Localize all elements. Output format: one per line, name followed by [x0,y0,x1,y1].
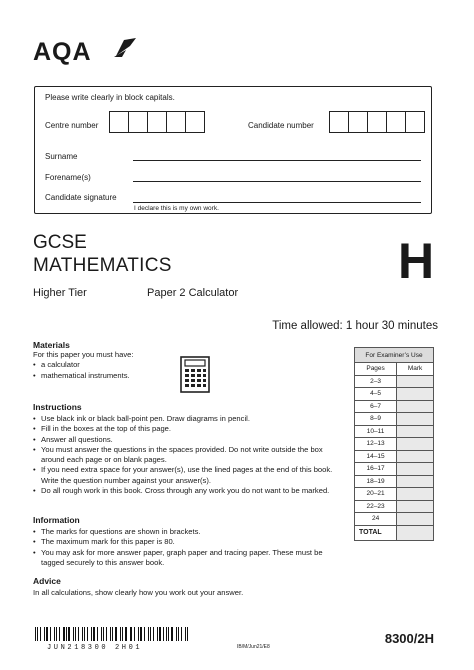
examiner-pages-cell: 22–23 [355,500,397,513]
surname-field[interactable] [133,160,421,161]
calculator-icon [180,356,210,393]
materials-intro: For this paper you must have: [33,350,134,359]
advice-heading: Advice [33,576,61,586]
instruction-item: • Use black ink or black ball-point pen. Draw diagrams in pencil. [33,414,333,424]
instruction-item: • If you need extra space for your answer(s), use the lined pages at the end of this book. Write the question number against your answer(s). [33,465,333,486]
information-item: • The maximum mark for this paper is 80. [33,537,333,547]
information-heading: Information [33,515,80,525]
examiner-col-mark: Mark [397,363,434,376]
examiner-pages-cell: 2–3 [355,375,397,388]
instructions-section [33,402,333,496]
document-reference: IB/M/Jun21/E8 [237,644,270,650]
instruction-item: • Answer all questions. [33,435,333,445]
aqa-swoosh-icon [112,36,138,58]
examiner-pages-cell: 14–15 [355,450,397,463]
subject-title: MATHEMATICS [33,255,172,276]
examiner-mark-cell[interactable] [397,375,434,388]
examiner-pages-cell: 6–7 [355,400,397,413]
examiner-mark-cell[interactable] [397,400,434,413]
examiner-mark-cell[interactable] [397,438,434,451]
examiner-pages-cell: 8–9 [355,413,397,426]
advice-section [33,576,353,598]
signature-label: Candidate signature [45,193,117,202]
instructions-heading: Instructions [33,402,82,412]
candidate-number-field[interactable] [329,111,425,133]
block-capitals-instruction: Please write clearly in block capitals. [45,93,175,102]
examiner-pages-cell: 12–13 [355,438,397,451]
tier-letter: H [398,233,435,289]
time-allowed: Time allowed: 1 hour 30 minutes [272,320,438,332]
materials-item: • a calculator [33,360,233,370]
examiner-mark-cell[interactable] [397,488,434,501]
paper-label: Paper 2 Calculator [147,287,239,299]
examiner-pages-cell: 18–19 [355,475,397,488]
qualification-title: GCSE [33,232,87,253]
centre-number-field[interactable] [109,111,205,133]
examiner-mark-cell[interactable] [397,475,434,488]
surname-label: Surname [45,152,78,161]
instruction-item: • Fill in the boxes at the top of this page. [33,424,333,434]
examiner-mark-cell[interactable] [397,463,434,476]
examiner-mark-cell[interactable] [397,413,434,426]
information-item: • You may ask for more answer paper, graph paper and tracing paper. These must be tagged securely to this answer book. [33,548,333,569]
examiner-table-title: For Examiner’s Use [355,348,434,363]
examiner-pages-cell: 16–17 [355,463,397,476]
examiner-col-pages: Pages [355,363,397,376]
paper-code: 8300/2H [384,631,434,646]
materials-heading: Materials [33,340,70,350]
total-mark-cell[interactable] [397,525,434,540]
examiner-mark-cell[interactable] [397,388,434,401]
information-section [33,515,333,568]
instruction-item: • You must answer the questions in the spaces provided. Do not write outside the box around each page or on blank pages. [33,445,333,466]
advice-text: In all calculations, show clearly how you work out your answer. [33,588,244,597]
examiner-use-table [354,347,434,541]
examiner-pages-cell: 20–21 [355,488,397,501]
examiner-pages-cell: 4–5 [355,388,397,401]
examiner-mark-cell[interactable] [397,513,434,526]
examiner-pages-cell: 24 [355,513,397,526]
instruction-item: • Do all rough work in this book. Cross through any work you do not want to be marked. [33,486,333,496]
centre-number-label: Centre number [45,121,99,130]
forenames-label: Forename(s) [45,173,91,182]
forenames-field[interactable] [133,181,421,182]
aqa-logo: AQA [33,38,92,66]
tier-label: Higher Tier [33,287,87,299]
examiner-mark-cell[interactable] [397,450,434,463]
barcode [35,627,190,641]
examiner-mark-cell[interactable] [397,500,434,513]
examiner-mark-cell[interactable] [397,425,434,438]
total-label: TOTAL [355,525,397,540]
signature-field[interactable] [133,202,421,203]
barcode-text: JUN218300 2H01 [47,644,143,652]
examiner-pages-cell: 10–11 [355,425,397,438]
information-item: • The marks for questions are shown in brackets. [33,527,333,537]
materials-item: • mathematical instruments. [33,371,233,381]
declaration-text: I declare this is my own work. [134,205,219,212]
candidate-number-label: Candidate number [248,121,314,130]
